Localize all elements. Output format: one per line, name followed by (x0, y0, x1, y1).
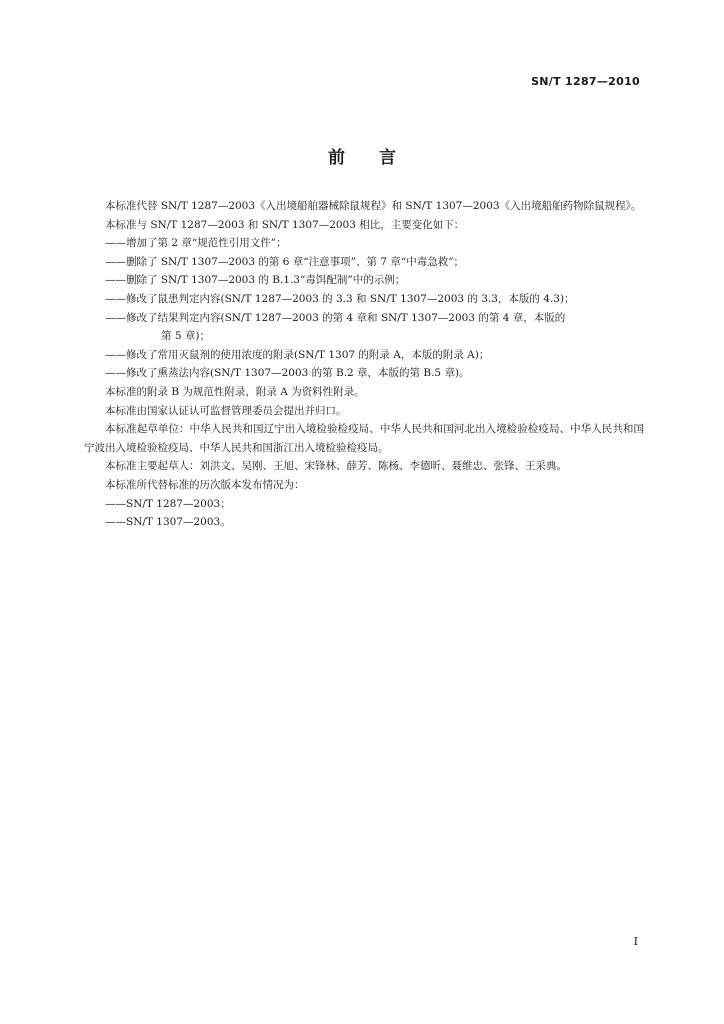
history-item: ——SN/T 1287—2003； (105, 497, 231, 510)
history-item: ——SN/T 1307—2003。 (105, 516, 231, 529)
change-item-line: ——修改了结果判定内容(SN/T 1287—2003 的第 4 章和 SN/T 1307—2003 的第 4 章，本版的 (105, 311, 566, 324)
change-item: ——修改了鼠患判定内容(SN/T 1287—2003 的 3.3 和 SN/T 1307—2003 的 3.3，本版的 4.3)； (105, 292, 575, 305)
paragraph-changes-intro: 本标准与 SN/T 1287—2003 和 SN/T 1307—2003 相比，主要变化如下： (105, 218, 465, 231)
foreword-body (84, 197, 644, 532)
change-item: ——删除了 SN/T 1307—2003 的 B.1.3“毒饵配制”中的示例； (105, 274, 406, 287)
page-number: I (633, 935, 638, 948)
paragraph-annexes: 本标准的附录 B 为规范性附录，附录 A 为资料性附录。 (105, 385, 365, 398)
standard-number: SN/T 1287—2010 (531, 75, 640, 88)
change-item (84, 309, 644, 346)
paragraph-replaces: 本标准代替 SN/T 1287—2003《入出境船舶器械除鼠规程》和 SN/T 1307—2003《入出境船舶药物除鼠规程》。 (105, 200, 642, 212)
paragraph-history-intro: 本标准所代替标准的历次版本发布情况为： (105, 478, 305, 491)
change-item-continuation: 第 5 章)； (161, 330, 210, 343)
paragraph-drafters: 本标准主要起草人：刘洪文、吴刚、王旭、宋锋林、薛芳、陈杨、李德昕、聂维忠、张锋、王采典。 (105, 460, 567, 473)
change-item: ——修改了常用灭鼠剂的使用浓度的附录(SN/T 1307 的附录 A，本版的附录 A)； (105, 348, 490, 361)
change-item: ——增加了第 2 章“规范性引用文件”； (105, 237, 287, 250)
paragraph-proposer: 本标准由国家认证认可监督管理委员会提出并归口。 (105, 404, 347, 417)
change-item: ——删除了 SN/T 1307—2003 的第 6 章“注意事项”、第 7 章“中毒急救”； (105, 255, 465, 268)
paragraph-drafting-units: 本标准起草单位：中华人民共和国辽宁出入境检验检疫局、中华人民共和国河北出入境检验检疫局、中华人民共和国宁波出入境检验检疫局、中华人民共和国浙江出入境检验检疫局。 (84, 423, 644, 454)
change-item: ——修改了熏蒸法内容(SN/T 1307—2003 的第 B.2 章，本版的第 B.5 章)。 (105, 367, 470, 380)
page-title: 前言 (328, 148, 430, 168)
